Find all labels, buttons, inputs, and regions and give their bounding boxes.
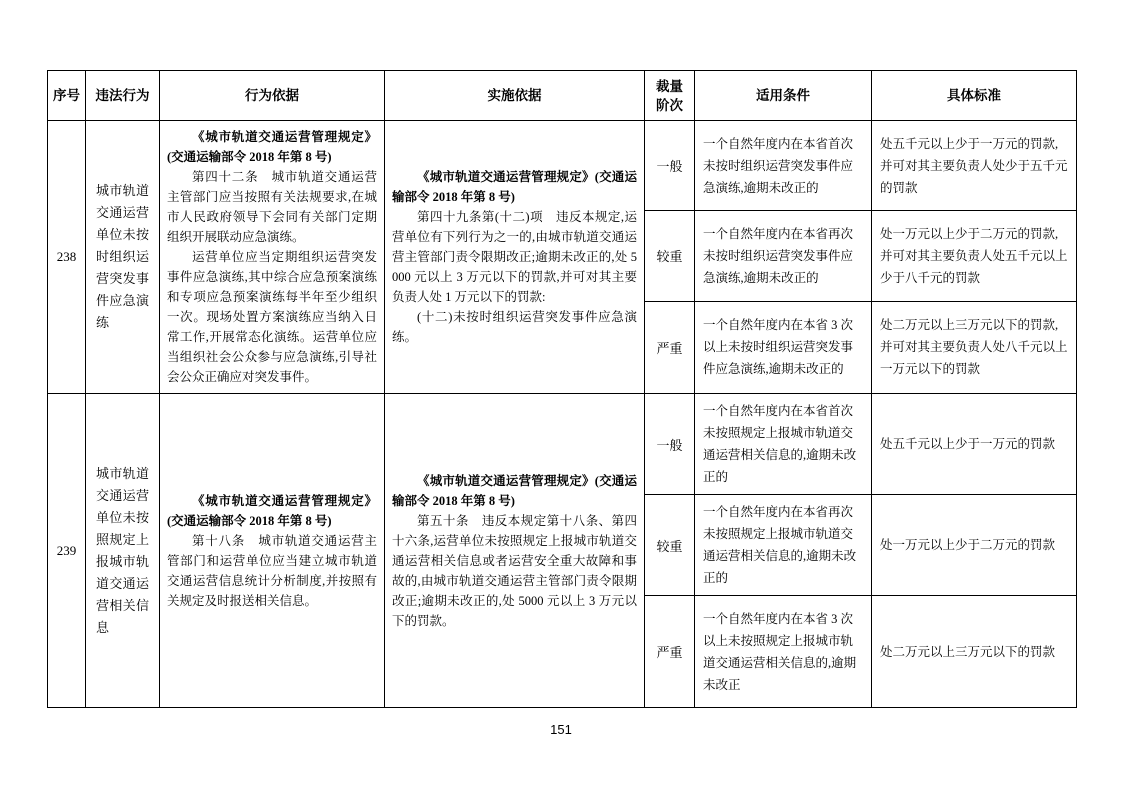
table-row-238-level-general — [48, 121, 1077, 211]
column-header-discretion-level-text: 裁量阶次 — [656, 78, 683, 113]
cell-standard-238-general: 处五千元以上少于一万元的罚款,并可对其主要负责人处少于五千元的罚款 — [872, 121, 1077, 211]
table-header-row — [48, 71, 1077, 121]
cell-grade-238-severe: 严重 — [645, 301, 695, 393]
cell-grade-239-general: 一般 — [645, 394, 695, 495]
regulation-title: 《城市轨道交通运营管理规定》(交通运输部令 2018 年第 8 号) — [167, 493, 377, 528]
cell-condition-238-general: 一个自然年度内在本省首次未按时组织运营突发事件应急演练,逾期未改正的 — [695, 121, 872, 211]
cell-grade-239-severe: 严重 — [645, 596, 695, 708]
cell-condition-239-heavier: 一个自然年度内在本省再次未按照规定上报城市轨道交通运营相关信息的,逾期未改正的 — [695, 495, 872, 596]
cell-behavior-basis-238 — [160, 121, 385, 394]
cell-standard-238-severe: 处二万元以上三万元以下的罚款,并可对其主要负责人处八千元以上一万元以下的罚款 — [872, 301, 1077, 393]
cell-seq-238: 238 — [48, 121, 86, 394]
cell-condition-238-severe: 一个自然年度内在本省 3 次以上未按时组织运营突发事件应急演练,逾期未改正的 — [695, 301, 872, 393]
cell-standard-239-heavier: 处一万元以上少于二万元的罚款 — [872, 495, 1077, 596]
page-number: 151 — [550, 722, 572, 737]
column-header-discretion-level — [645, 71, 695, 121]
regulation-title: 《城市轨道交通运营管理规定》(交通运输部令 2018 年第 8 号) — [392, 170, 637, 204]
cell-condition-238-heavier: 一个自然年度内在本省再次未按时组织运营突发事件应急演练,逾期未改正的 — [695, 211, 872, 301]
cell-condition-239-general: 一个自然年度内在本省首次未按照规定上报城市轨道交通运营相关信息的,逾期未改正的 — [695, 394, 872, 495]
penalty-discretion-table — [47, 70, 1077, 708]
column-header-implementation-basis: 实施依据 — [385, 71, 645, 121]
regulation-paragraph: 第四十九条第(十二)项 违反本规定,运营单位有下列行为之一的,由城市轨道交通运营主管部门责令限期改正;逾期未改正的,处 5000 元以上 3 万元以下的罚款,并可对其主要负责人处 1 万元以下的罚款: — [392, 210, 637, 304]
regulation-paragraph: 运营单位应当定期组织运营突发事件应急演练,其中综合应急预案演练和专项应急预案演练每半年至少组织一次。现场处置方案演练应当纳入日常工作,开展常态化演练。运营单位应当组织社会公众参与应急演练,引导社会公众正确应对突发事件。 — [167, 250, 377, 384]
cell-standard-238-heavier: 处一万元以上少于二万元的罚款,并可对其主要负责人处五千元以上少于八千元的罚款 — [872, 211, 1077, 301]
column-header-specific-standard: 具体标准 — [872, 71, 1077, 121]
column-header-seq: 序号 — [48, 71, 86, 121]
cell-behavior-basis-239 — [160, 394, 385, 708]
regulation-paragraph: 第四十二条 城市轨道交通运营主管部门应当按照有关法规要求,在城市人民政府领导下会同有关部门定期组织开展联动应急演练。 — [167, 170, 377, 244]
regulation-title: 《城市轨道交通运营管理规定》(交通运输部令 2018 年第 8 号) — [392, 473, 637, 508]
cell-standard-239-severe: 处二万元以上三万元以下的罚款 — [872, 596, 1077, 708]
cell-condition-239-severe: 一个自然年度内在本省 3 次以上未按照规定上报城市轨道交通运营相关信息的,逾期未改正 — [695, 596, 872, 708]
regulation-paragraph: (十二)未按时组织运营突发事件应急演练。 — [392, 310, 637, 344]
cell-violation-239: 城市轨道交通运营单位未按照规定上报城市轨道交通运营相关信息 — [86, 394, 160, 708]
cell-grade-239-heavier: 较重 — [645, 495, 695, 596]
cell-implementation-basis-239 — [385, 394, 645, 708]
cell-violation-238: 城市轨道交通运营单位未按时组织运营突发事件应急演练 — [86, 121, 160, 394]
cell-grade-238-heavier: 较重 — [645, 211, 695, 301]
column-header-applicable-condition: 适用条件 — [695, 71, 872, 121]
column-header-violation: 违法行为 — [86, 71, 160, 121]
regulation-title: 《城市轨道交通运营管理规定》(交通运输部令 2018 年第 8 号) — [167, 130, 377, 164]
column-header-behavior-basis: 行为依据 — [160, 71, 385, 121]
cell-standard-239-general: 处五千元以上少于一万元的罚款 — [872, 394, 1077, 495]
cell-seq-239: 239 — [48, 394, 86, 708]
regulation-paragraph: 第十八条 城市轨道交通运营主管部门和运营单位应当建立城市轨道交通运营信息统计分析制度,并按照有关规定及时报送相关信息。 — [167, 533, 377, 608]
table-row-239-level-general — [48, 394, 1077, 495]
regulation-paragraph: 第五十条 违反本规定第十八条、第四十六条,运营单位未按照规定上报城市轨道交通运营相关信息或者运营安全重大故障和事故的,由城市轨道交通运营主管部门责令限期改正;逾期未改正的,处 5000 元以上 3 万元以下的罚款。 — [392, 513, 637, 628]
cell-grade-238-general: 一般 — [645, 121, 695, 211]
cell-implementation-basis-238 — [385, 121, 645, 394]
